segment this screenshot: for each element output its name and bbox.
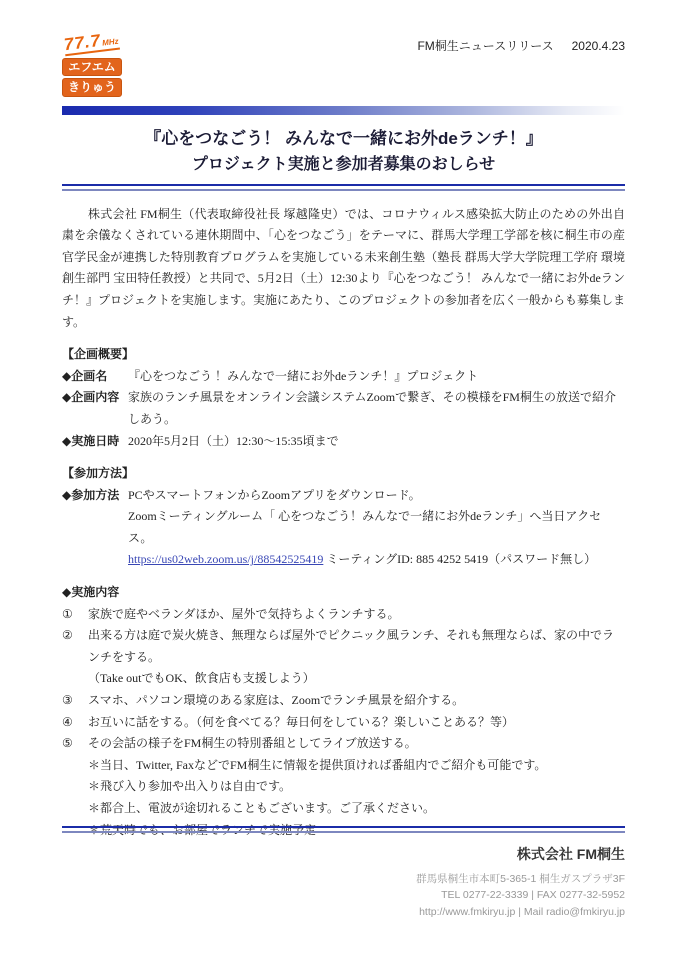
details-item	[62, 604, 625, 626]
logo-text-line2: きりゅう	[62, 78, 122, 96]
participation-step1: PCやスマートフォンからZoomアプリをダウンロード。	[128, 487, 421, 502]
overview-heading: 【企画概要】	[62, 347, 135, 362]
header	[62, 30, 625, 97]
overview-row-label: ◆実施日時	[62, 433, 120, 448]
details-note: ＊飛び入り参加や出入りは自由です。	[88, 779, 292, 794]
details-item	[62, 690, 625, 712]
details-note: ＊都合上、電波が途切れることもございます。ご了承ください。	[88, 801, 436, 815]
details-note: ＊当日、Twitter, FaxなどでFM桐生に情報を提供頂ければ番組内でご紹介も可能です。	[88, 757, 547, 772]
overview-row	[62, 387, 625, 430]
fm-kiryu-logo	[62, 30, 122, 97]
footer-contact	[62, 844, 625, 920]
company-tel-fax: TEL 0277-22-3339 | FAX 0277-32-5952	[441, 889, 625, 902]
details-item-number: ②	[62, 628, 73, 643]
overview-row-value: 家族のランチ風景をオンライン会議システムZoomで繋ぎ、その模様をFM桐生の放送で紹介しあう。	[128, 390, 616, 426]
company-web-mail: http://www.fmkiryu.jp | Mail radio@fmkiryu.jp	[419, 905, 625, 918]
details-item-text: その会話の様子をFM桐生の特別番組としてライブ放送する。	[88, 736, 417, 751]
details-item	[62, 712, 625, 734]
details-item-text: 出来る方は庭で炭火焼き、無理ならば屋外でピクニック風ランチ、それも無理ならば、家の中でランチをする。	[88, 628, 614, 664]
section-overview	[62, 344, 625, 452]
logo-frequency-unit: MHz	[101, 36, 120, 48]
top-gradient-bar	[62, 106, 625, 115]
details-item-number: ①	[62, 606, 73, 621]
overview-row-value: 『心をつなごう ！みんなで一緒にお外deランチ！』プロジェクト	[128, 368, 479, 383]
press-release-date: 2020.4.23	[571, 39, 625, 53]
page-title-line1: 『心をつなごう！ みんなで一緒にお外deランチ！』	[144, 128, 543, 148]
details-item-text: （Take outでもOK、飲食店も支援しよう）	[88, 671, 315, 686]
details-item-continuation	[62, 668, 625, 690]
company-address: 群馬県桐生市本町5-365-1 桐生ガスプラザ3F	[416, 873, 625, 885]
details-item-number	[62, 668, 88, 690]
overview-row-label: ◆企画名	[62, 368, 108, 383]
logo-frequency	[63, 30, 120, 56]
zoom-meeting-link[interactable]: https://us02web.zoom.us/j/88542525419	[128, 552, 324, 567]
press-release-label	[417, 37, 625, 54]
title-divider	[62, 184, 625, 191]
meeting-id-text: ミーティングID: 885 4252 5419（パスワード無し）	[323, 552, 597, 567]
footer-divider	[62, 826, 625, 833]
footer	[62, 826, 625, 920]
details-heading: ◆実施内容	[62, 585, 120, 600]
details-item-text: スマホ、パソコン環境のある家庭は、Zoomでランチ風景を紹介する。	[88, 693, 465, 708]
overview-row	[62, 431, 625, 453]
section-participation	[62, 463, 625, 571]
details-item-number: ⑤	[62, 736, 73, 751]
company-name: 株式会社 FM桐生	[516, 846, 625, 862]
page-title	[62, 125, 625, 178]
press-release-title: FM桐生ニュースリリース	[417, 39, 554, 53]
participation-row	[62, 485, 625, 507]
overview-row-value: 2020年5月2日（土）12:30～15:35頃まで	[128, 433, 339, 448]
details-note: ＊荒天時でも、お部屋でランチで実施予定	[88, 822, 317, 837]
overview-row	[62, 366, 625, 388]
details-item-number: ④	[62, 714, 73, 729]
logo-text-line1: エフエム	[62, 58, 122, 76]
details-item-text: 家族で庭やベランダほか、屋外で気持ちよくランチする。	[88, 606, 400, 621]
participation-step3	[62, 549, 625, 571]
intro-paragraph: 株式会社 FM桐生（代表取締役社長 塚越隆史）では、コロナウィルス感染拡大防止のための外出自粛を余儀なくされている連休期間中、「心をつなごう」をテーマに、群馬大学理工学部を核に桐生市の産官学民金が連携した特別教育プログラムを実施している未来創生塾（塾長 群馬大学大学院理工学府 環境創生部門 宝田特任教授）と共同で、5月2日（土）12:30より『心をつなごう！ みんなで一緒にお外deランチ！』プロジェクトを実施します。実施にあたり、このプロジェクトの参加者を広く一般からも募集します。	[62, 206, 625, 329]
overview-row-label: ◆企画内容	[62, 390, 120, 405]
details-item	[62, 625, 625, 668]
participation-step2: Zoomミーティングルーム「 心をつなごう！みんなで一緒にお外deランチ」へ当日アクセス。	[128, 509, 602, 545]
section-details	[62, 582, 625, 841]
page-title-line2: プロジェクト実施と参加者募集のおしらせ	[191, 155, 496, 173]
details-item-text: お互いに話をする。（何を食べてる？毎日何をしている？楽しいことある？等）	[88, 714, 515, 729]
logo-frequency-number: 77.7	[62, 30, 102, 55]
participation-heading: 【参加方法】	[62, 466, 135, 481]
details-item	[62, 733, 625, 755]
details-item-number: ③	[62, 693, 73, 708]
participation-row-label: ◆参加方法	[62, 487, 120, 502]
